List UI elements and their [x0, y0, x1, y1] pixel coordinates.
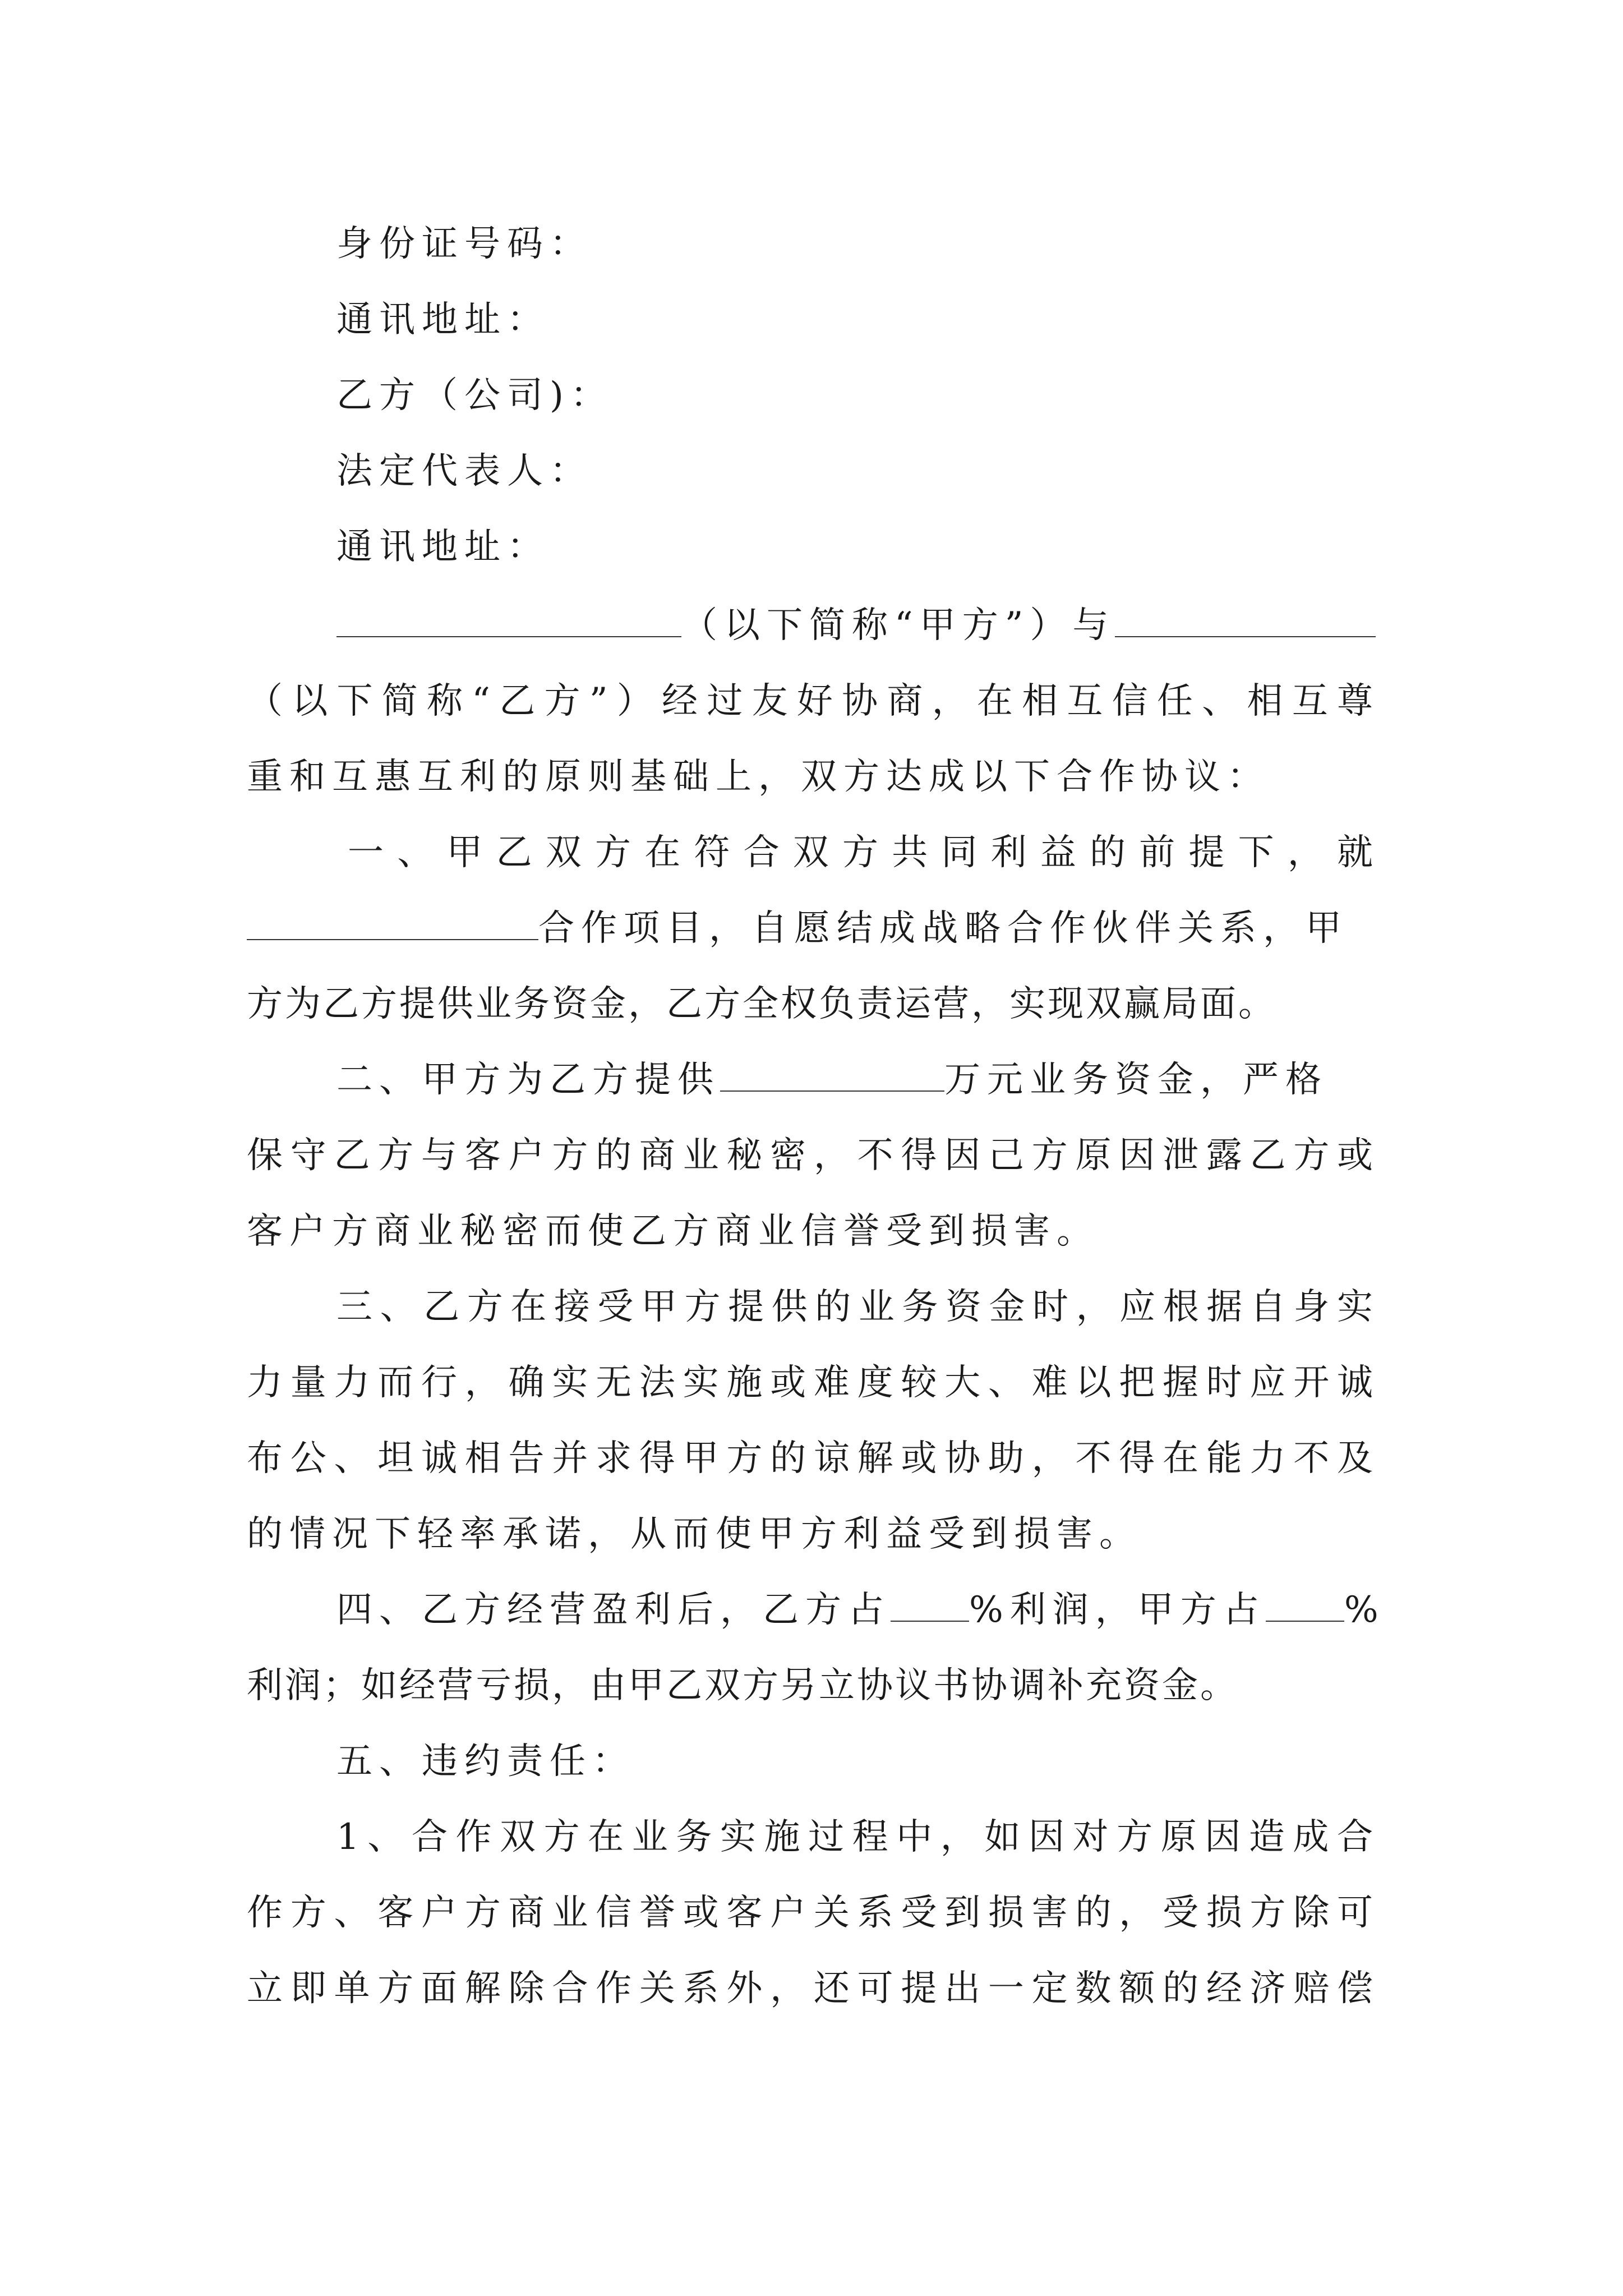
clause-5-item-1-line-3: 立即单方面解除合作关系外，还可提出一定数额的经济赔偿 [247, 1968, 1380, 2009]
clause-4-line-1-text-b: %利润，甲方占 [969, 1589, 1266, 1631]
party-b-name-blank [1115, 597, 1376, 637]
clause-1-line-3: 方为乙方提供业务资金，乙方全权负责运营，实现双赢局面。 [247, 983, 1276, 1025]
clause-4-line-1-text-a: 四、乙方经营盈利后，乙方占 [336, 1589, 891, 1631]
clause-3-line-3: 布公、坦诚相告并求得甲方的谅解或协助，不得在能力不及 [247, 1438, 1380, 1479]
intro-line-2: （以下简称“乙方”）经过友好协商，在相互信任、相互尊 [247, 680, 1380, 722]
clause-5-heading: 五、违约责任： [336, 1741, 635, 1782]
address-label-party-b: 通讯地址： [336, 526, 550, 568]
clause-2-line-3: 客户方商业秘密而使乙方商业信誉受到损害。 [247, 1211, 1099, 1252]
clause-4-line-1-text-c: % [1344, 1589, 1385, 1631]
clause-5-item-1-line-1: 1、合作双方在业务实施过程中，如因对方原因造成合 [336, 1816, 1380, 1858]
address-label-party-a: 通讯地址： [336, 299, 550, 341]
id-number-label: 身份证号码： [336, 223, 592, 265]
party-b-profit-share-blank [891, 1581, 969, 1622]
party-a-profit-share-blank [1266, 1581, 1344, 1622]
intro-line-3: 重和互惠互利的原则基础上，双方达成以下合作协议： [247, 756, 1270, 798]
funding-amount-blank [720, 1051, 944, 1092]
clause-1-line-2-text: 合作项目，自愿结成战略合作伙伴关系，甲 [538, 908, 1348, 949]
clause-2-line-1-text-b: 万元业务资金，严格 [944, 1059, 1328, 1101]
project-name-blank [247, 900, 538, 940]
clause-1-line-1: 一、甲乙双方在符合双方共同利益的前提下，就 [348, 832, 1380, 873]
party-b-label: 乙方（公司)： [336, 375, 613, 416]
legal-representative-label: 法定代表人： [336, 450, 592, 492]
party-a-alias-text: （以下简称“甲方”）与 [681, 605, 1115, 646]
clause-4-line-1 [336, 1579, 1385, 1641]
clause-1-line-2 [247, 898, 1380, 959]
clause-2-line-1 [336, 1049, 1380, 1111]
clause-5-item-1-line-2: 作方、客户方商业信誉或客户关系受到损害的，受损方除可 [247, 1892, 1380, 1934]
intro-line-1 [336, 595, 1380, 656]
clause-3-line-2: 力量力而行，确实无法实施或难度较大、难以把握时应开诚 [247, 1362, 1380, 1404]
clause-2-line-1-text-a: 二、甲方为乙方提供 [336, 1059, 720, 1101]
clause-2-line-2: 保守乙方与客户方的商业秘密，不得因己方原因泄露乙方或 [247, 1135, 1380, 1176]
party-a-name-blank [336, 597, 681, 637]
clause-3-line-1: 三、乙方在接受甲方提供的业务资金时，应根据自身实 [336, 1286, 1380, 1328]
clause-4-line-2: 利润；如经营亏损，由甲乙双方另立协议书协调补充资金。 [247, 1665, 1238, 1706]
clause-3-line-4: 的情况下轻率承诺，从而使甲方利益受到损害。 [247, 1513, 1142, 1555]
